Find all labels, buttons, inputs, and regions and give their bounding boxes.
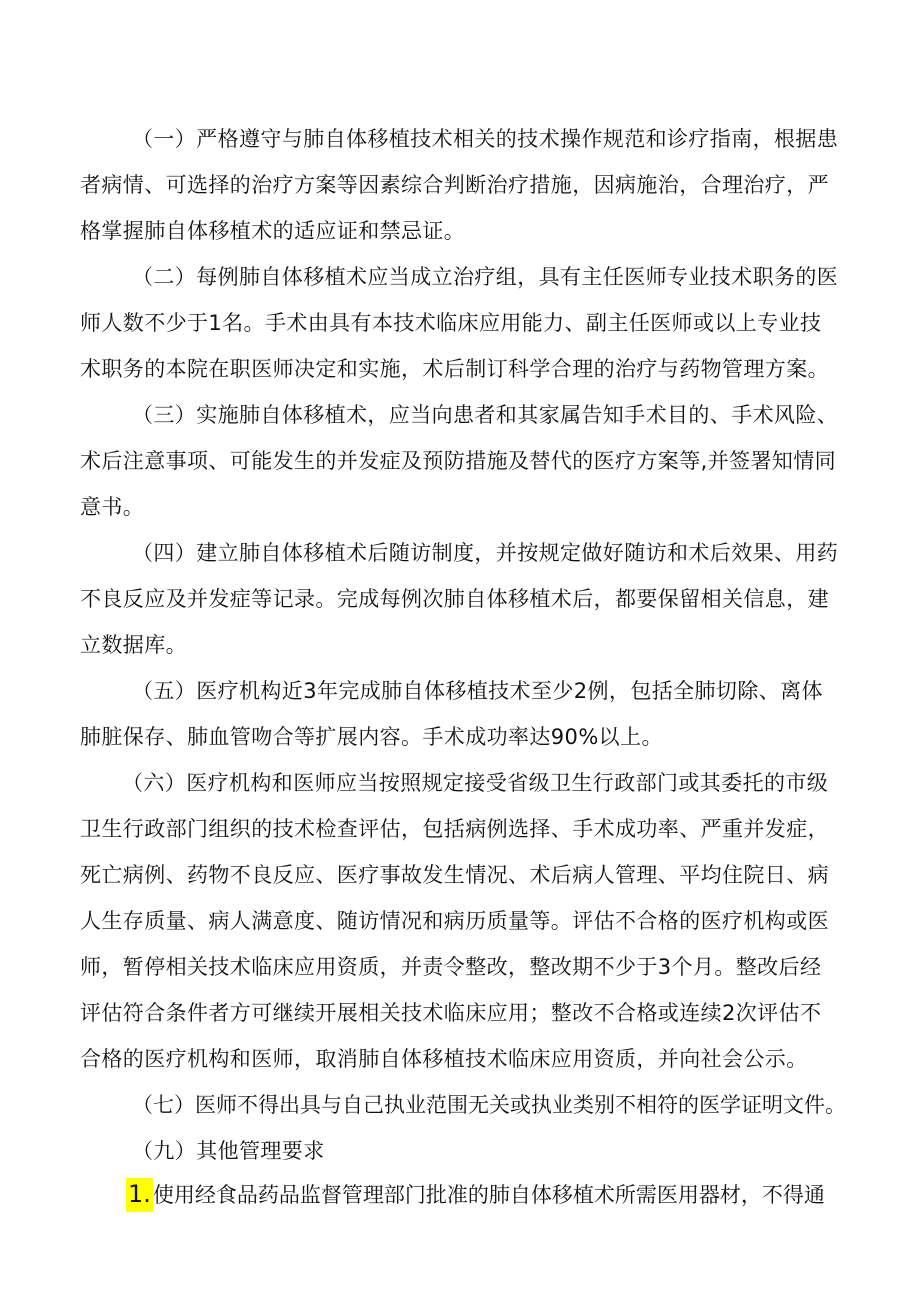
paragraph-4-line-1: （四）建立肺自体移植术后随访制度，并按规定做好随访和术后效果、用药 bbox=[132, 541, 839, 565]
paragraph-1-line-3: 格掌握肺自体移植术的适应证和禁忌证。 bbox=[80, 219, 466, 243]
paragraph-6-line-3: 死亡病例、药物不良反应、医疗事故发生情况、术后病人管理、平均住院日、病 bbox=[80, 863, 829, 887]
paragraph-1-line-1: （一）严格遵守与肺自体移植技术相关的技术操作规范和诊疗指南，根据患 bbox=[132, 127, 839, 151]
paragraph-1-line-2: 者病情、可选择的治疗方案等因素综合判断治疗措施，因病施治，合理治疗，严 bbox=[80, 173, 829, 197]
paragraph-6-line-2: 卫生行政部门组织的技术检查评估，包括病例选择、手术成功率、严重并发症， bbox=[80, 817, 829, 841]
paragraph-3-line-1: （三）实施肺自体移植术，应当向患者和其家属告知手术目的、手术风险、 bbox=[132, 403, 839, 427]
paragraph-6-line-7: 合格的医疗机构和医师，取消肺自体移植技术临床应用资质，并向社会公示。 bbox=[80, 1047, 808, 1071]
paragraph-6-line-4: 人生存质量、病人满意度、随访情况和病历质量等。评估不合格的医疗机构或医 bbox=[80, 909, 829, 933]
paragraph-2-line-1: （二）每例肺自体移植术应当成立治疗组，具有主任医师专业技术职务的医 bbox=[132, 265, 839, 289]
list-item-1 bbox=[126, 1179, 825, 1210]
paragraph-2-line-3: 术职务的本院在职医师决定和实施，术后制订科学合理的治疗与药物管理方案。 bbox=[80, 357, 829, 381]
paragraph-6-line-1: （六）医疗机构和医师应当按照规定接受省级卫生行政部门或其委托的市级 bbox=[122, 771, 829, 795]
paragraph-5-line-1: （五）医疗机构近3年完成肺自体移植技术至少2例，包括全肺切除、离体 bbox=[132, 679, 823, 703]
paragraph-5-line-2: 肺脏保存、肺血管吻合等扩展内容。手术成功率达90%以上。 bbox=[80, 725, 663, 749]
list-item-1-number-highlight: 1. bbox=[126, 1178, 153, 1212]
paragraph-6-line-6: 评估符合条件者方可继续开展相关技术临床应用；整改不合格或连续2次评估不 bbox=[80, 1001, 822, 1025]
paragraph-3-line-3: 意书。 bbox=[80, 495, 145, 519]
paragraph-4-line-3: 立数据库。 bbox=[80, 633, 187, 657]
list-item-1-text: 使用经食品药品监督管理部门批准的肺自体移植术所需医用器材，不得通 bbox=[152, 1183, 825, 1207]
paragraph-2-line-2: 师人数不少于1名。手术由具有本技术临床应用能力、副主任医师或以上专业技 bbox=[80, 311, 822, 335]
paragraph-4-line-2: 不良反应及并发症等记录。完成每例次肺自体移植术后，都要保留相关信息，建 bbox=[80, 587, 829, 611]
section-9-heading: （九）其他管理要求 bbox=[132, 1139, 325, 1163]
paragraph-6-line-5: 师，暂停相关技术临床应用资质，并责令整改，整改期不少于3个月。整改后经 bbox=[80, 955, 822, 979]
paragraph-3-line-2: 术后注意事项、可能发生的并发症及预防措施及替代的医疗方案等,并签署知情同 bbox=[80, 449, 837, 473]
paragraph-7-line-1: （七）医师不得出具与自己执业范围无关或执业类别不相符的医学证明文件。 bbox=[132, 1093, 846, 1117]
